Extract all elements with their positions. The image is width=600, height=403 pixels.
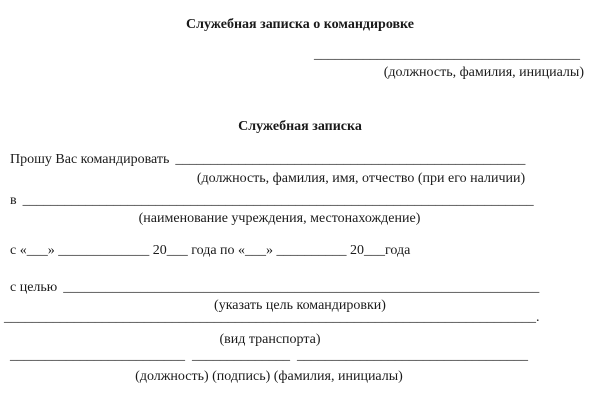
transport-line [4,309,540,326]
destination-blank-line: _________________________________________________________________________ [22,193,534,208]
dates-line: с «___» _____________ 20___ года по «___» __________ 20___года [10,243,411,258]
request-blank-line: __________________________________________________ [175,152,526,167]
purpose-caption: (указать цель командировки) [214,298,386,313]
transport-caption: (вид транспорта) [219,332,321,347]
purpose-line [10,279,539,296]
request-caption: (должность, фамилия, имя, отчество (при его наличии) [196,171,526,186]
transport-blank-line: ____________________________________________________________________________ [4,310,536,325]
document-title: Служебная записка о командировке [186,17,414,32]
purpose-blank-line: ____________________________________________________________________ [63,280,540,295]
transport-period: . [536,310,540,325]
signature-blank-lines: _________________________ ______________ _________________________________ [10,348,528,363]
approver-signature-line: ______________________________________ [314,47,580,62]
request-label: Прошу Вас командировать [10,152,170,167]
memo-subtitle: Служебная записка [238,119,362,134]
destination-line [10,192,534,209]
destination-caption: (наименование учреждения, местонахождение) [138,211,421,226]
request-line [10,151,525,168]
approver-signature-caption: (должность, фамилия, инициалы) [383,65,584,80]
purpose-label: с целью [10,280,58,295]
signature-caption: (должность) (подпись) (фамилия, инициалы) [135,369,403,384]
destination-label: в [10,193,17,208]
